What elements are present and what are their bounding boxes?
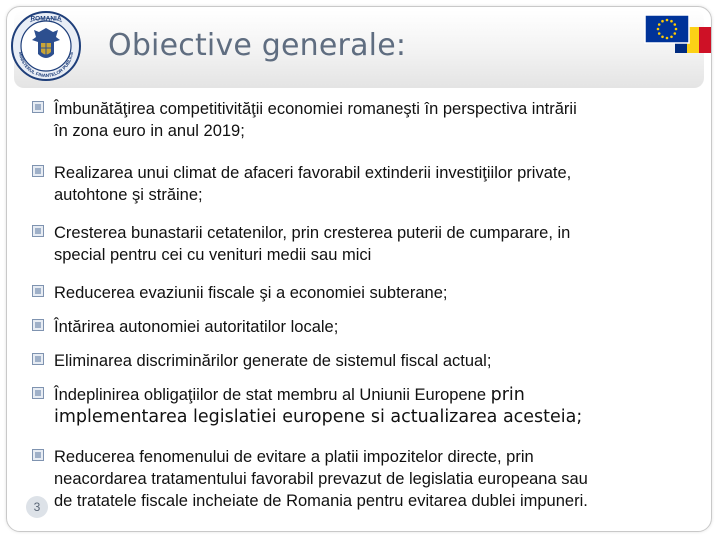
slide-title: Obiective generale:	[108, 28, 407, 63]
list-item-line: neacordarea tratamentului favorabil prevazut de legislatia europeana sau	[54, 470, 588, 488]
square-bullet-icon	[32, 319, 44, 331]
square-bullet-icon	[32, 101, 44, 113]
logo-text-ring: MINISTERUL FINANTELOR PUBLICE	[18, 51, 74, 79]
list-item	[32, 282, 682, 304]
list-item	[32, 446, 682, 512]
list-item-line: Reducerea evaziunii fiscale şi a economiei subterane;	[54, 284, 448, 302]
list-item-line: Cresterea bunastarii cetatenilor, prin cresterea puterii de cumparare, in	[54, 224, 571, 242]
list-item-line: Îmbunătăţirea competitivităţii economiei romaneşti în perspectiva intrării	[54, 100, 577, 118]
page-number: 3	[26, 496, 48, 518]
list-item-line: implementarea legislatiei europene si actualizarea acesteia;	[54, 407, 583, 427]
list-item-line-emphasis: prin	[490, 385, 525, 405]
list-item-line: Realizarea unui climat de afaceri favorabil extinderii investiţiilor private,	[54, 164, 572, 182]
list-item	[32, 162, 682, 206]
list-item-line: Reducerea fenomenului de evitare a platii impozitelor directe, prin	[54, 448, 534, 466]
list-item	[32, 222, 682, 266]
list-item-line: în zona euro in anul 2019;	[54, 122, 245, 140]
list-item-text	[54, 222, 682, 266]
list-item	[32, 384, 682, 428]
list-item	[32, 316, 682, 338]
flags	[643, 13, 717, 55]
list-item-line: Întărirea autonomiei autoritatilor locale;	[54, 318, 339, 336]
list-item	[32, 350, 682, 372]
logo-text-top: ROMANIA	[30, 15, 62, 23]
list-item-text	[54, 282, 682, 304]
list-item-text	[54, 162, 682, 206]
list-item	[32, 98, 682, 142]
list-item-line: Îndeplinirea obligaţiilor de stat membru al Uniunii Europene	[54, 386, 491, 404]
square-bullet-icon	[32, 449, 44, 461]
list-item-line: de tratatele fiscale incheiate de Romania pentru evitarea dublei impuneri.	[54, 492, 588, 510]
square-bullet-icon	[32, 165, 44, 177]
ministry-logo	[10, 10, 82, 82]
square-bullet-icon	[32, 285, 44, 297]
list-item-line: Eliminarea discriminărilor generate de sistemul fiscal actual;	[54, 352, 492, 370]
list-item-text	[54, 384, 682, 428]
eu-flag-icon	[645, 15, 689, 43]
list-item-text	[54, 98, 682, 142]
list-item-text	[54, 350, 682, 372]
list-item-line: autohtone şi străine;	[54, 186, 203, 204]
list-item-text	[54, 316, 682, 338]
square-bullet-icon	[32, 387, 44, 399]
square-bullet-icon	[32, 225, 44, 237]
list-item-text	[54, 446, 682, 512]
square-bullet-icon	[32, 353, 44, 365]
list-item-line: special pentru cei cu venituri medii sau mici	[54, 246, 372, 264]
